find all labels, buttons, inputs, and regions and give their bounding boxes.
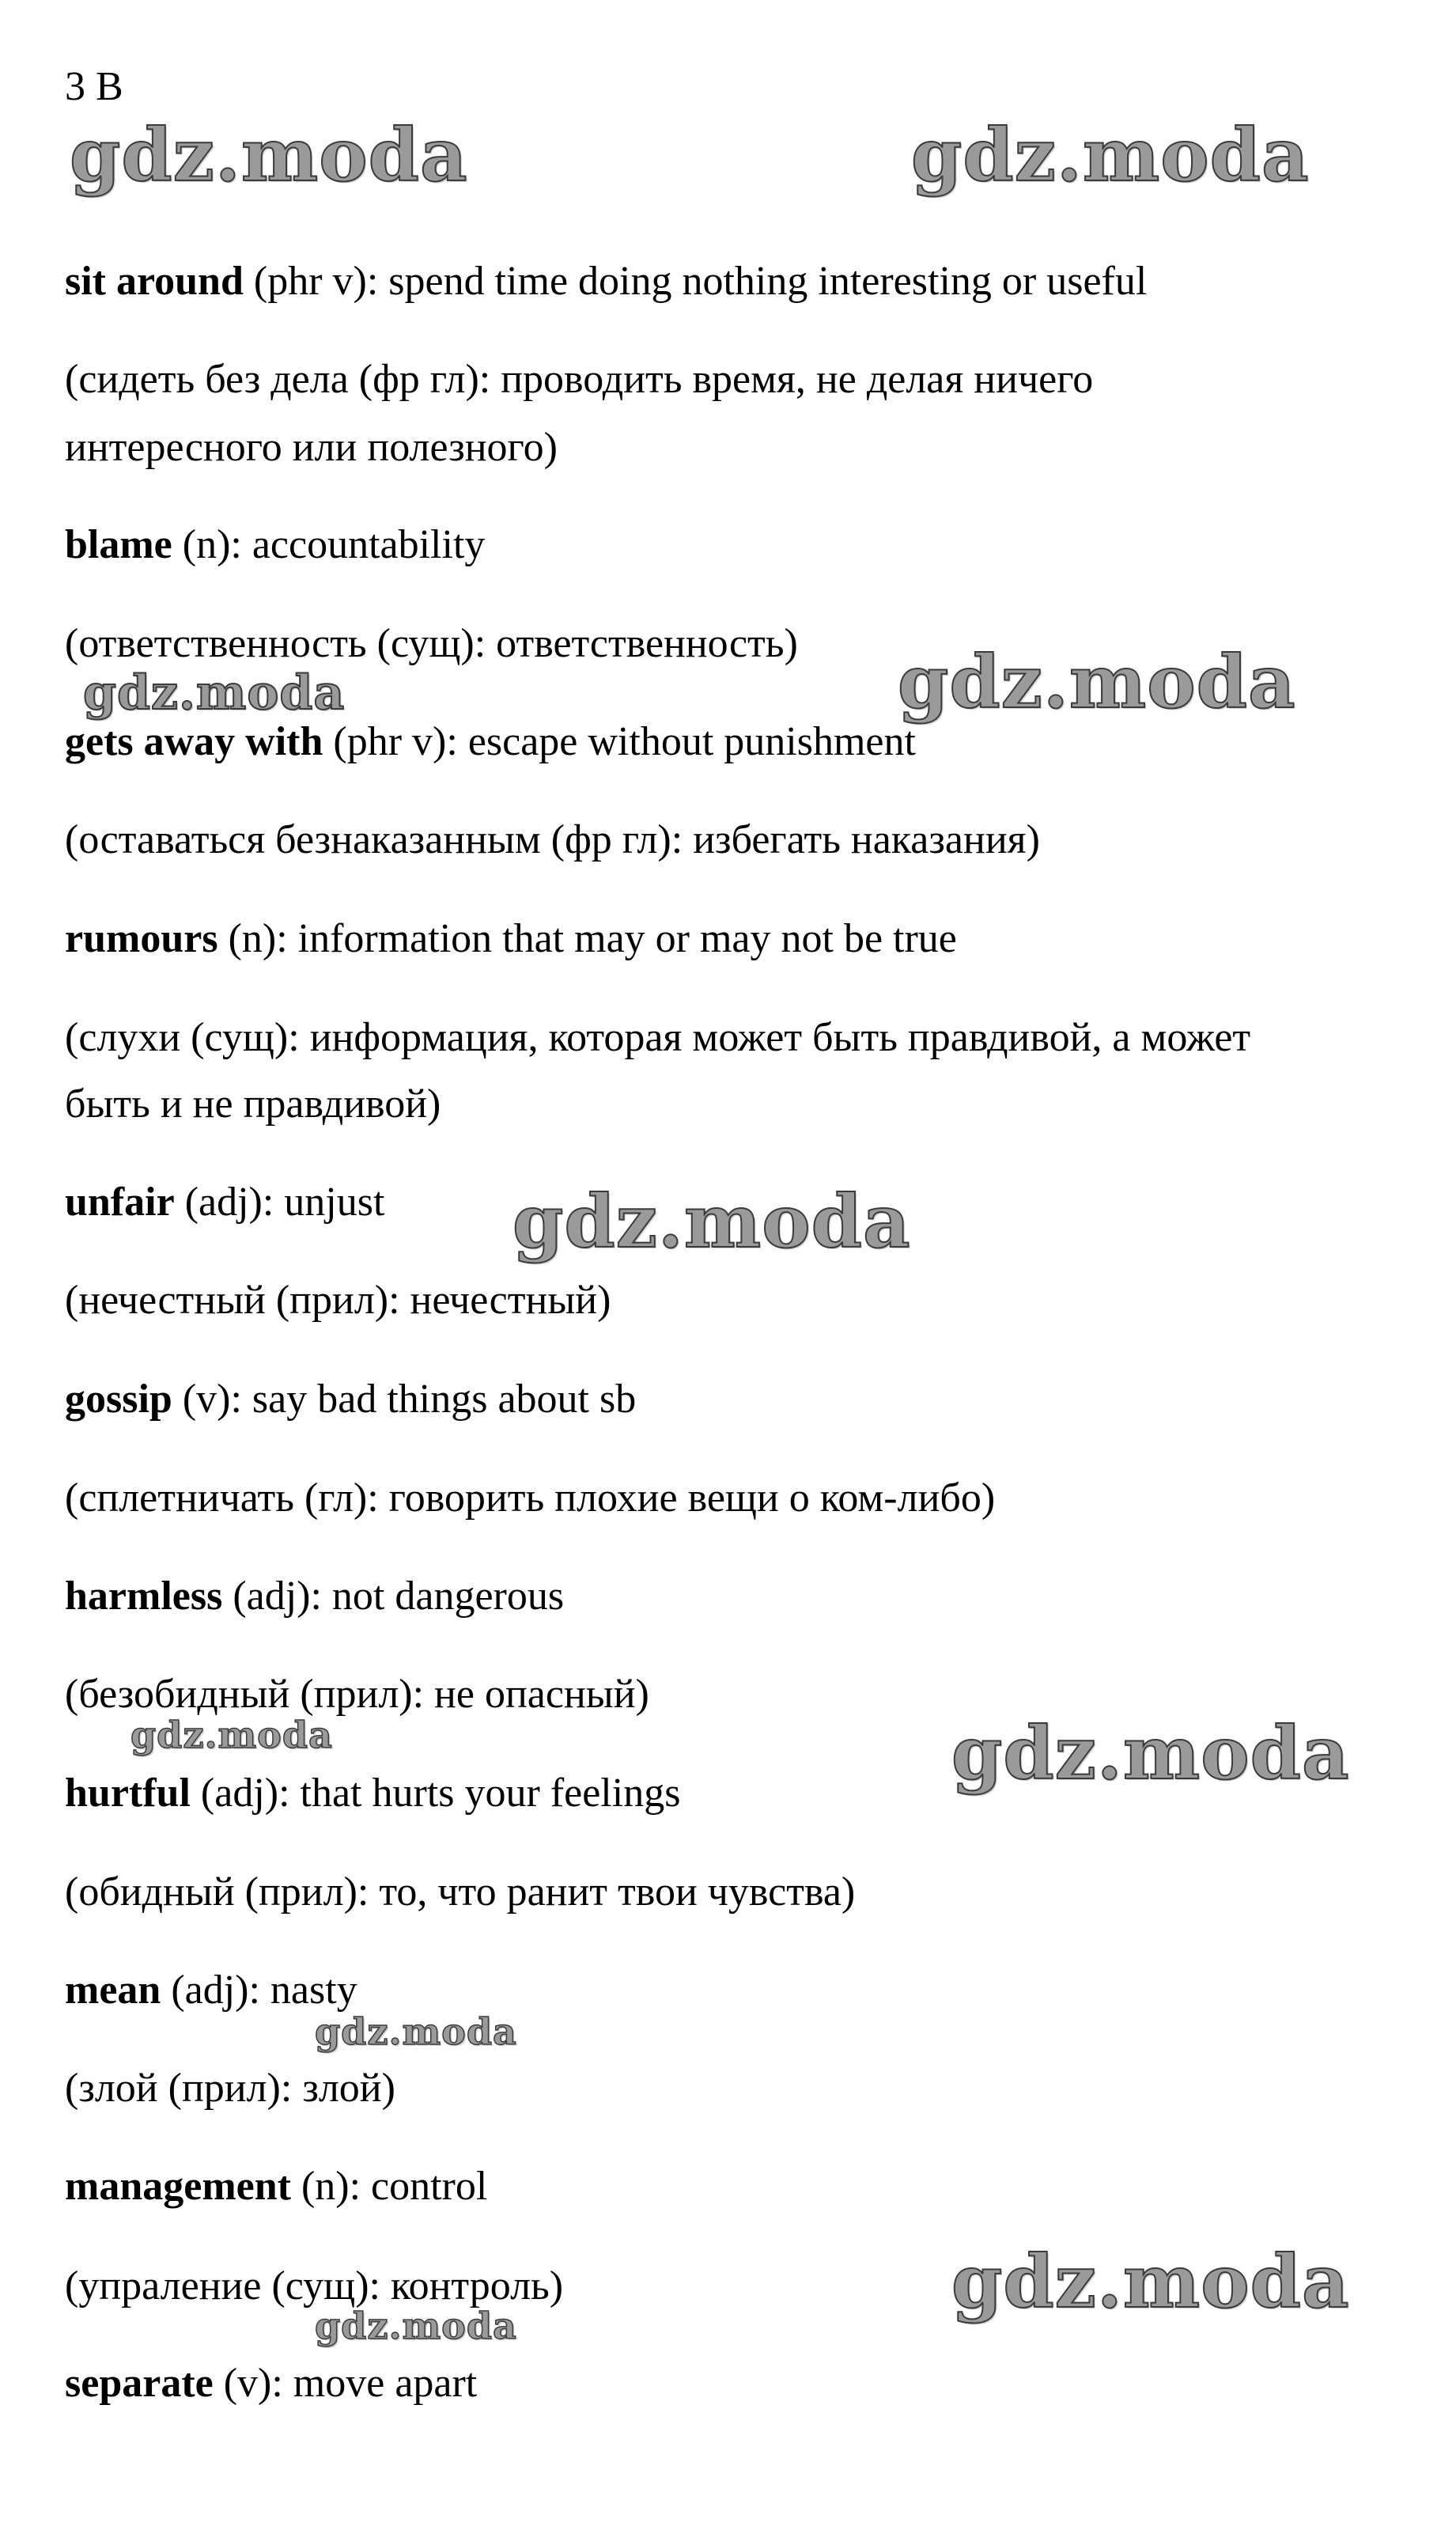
entry-line — [65, 2358, 477, 2409]
entry-line — [65, 520, 485, 570]
entry-line — [65, 1965, 357, 2016]
entry-term: harmless — [65, 1574, 223, 1619]
entry-line — [65, 1571, 564, 1622]
translation-line: (нечестный (прил): нечестный) — [65, 1278, 611, 1323]
entry-definition: (adj): unjust — [174, 1180, 385, 1225]
translation-line: (сплетничать (гл): говорить плохие вещи о ком-либо) — [65, 1475, 996, 1521]
entry-term: hurtful — [65, 1771, 191, 1816]
entry-line — [65, 1374, 636, 1425]
entry-definition: (adj): not dangerous — [222, 1574, 565, 1619]
translation-line: быть и не правдивой) — [65, 1081, 441, 1127]
translation-line: (оставаться безнаказанным (фр гл): избегать наказания) — [65, 817, 1040, 862]
watermark: gdz.moda — [911, 112, 1310, 198]
translation-line: (злой (прил): злой) — [65, 2066, 395, 2111]
entry-definition: (n): accountability — [172, 522, 486, 567]
watermark: gdz.moda — [315, 2010, 517, 2053]
entry-term: blame — [65, 522, 172, 567]
watermark: gdz.moda — [70, 112, 468, 198]
entry-term: management — [65, 2164, 291, 2209]
entry-term: rumours — [65, 916, 218, 961]
page-heading: 3 B — [65, 64, 123, 109]
entry-line — [65, 256, 1147, 307]
entry-definition: (adj): nasty — [161, 1968, 357, 2013]
entry-definition: (n): information that may or may not be true — [217, 916, 957, 961]
watermark: gdz.moda — [512, 1179, 911, 1264]
entry-definition: (phr v): spend time doing nothing interesting or useful — [243, 259, 1148, 304]
entry-term: unfair — [65, 1180, 175, 1225]
watermark: gdz.moda — [898, 639, 1296, 725]
watermark: gdz.moda — [130, 1714, 333, 1756]
watermark: gdz.moda — [315, 2305, 517, 2347]
entry-definition: (n): control — [290, 2164, 488, 2209]
translation-line: (ответственность (сущ): ответственность) — [65, 621, 798, 666]
entry-definition: (v): move apart — [213, 2361, 478, 2406]
watermark: gdz.moda — [951, 2239, 1350, 2324]
entry-line — [65, 2161, 487, 2212]
entry-line — [65, 1768, 680, 1819]
entry-term: separate — [65, 2361, 214, 2406]
watermark: gdz.moda — [951, 1710, 1350, 1796]
translation-line: (упраление (сущ): контроль) — [65, 2263, 564, 2308]
entry-term: sit around — [65, 259, 244, 304]
entry-line — [65, 717, 916, 767]
entry-definition: (adj): that hurts your feelings — [190, 1771, 681, 1816]
translation-line: (безобидный (прил): не опасный) — [65, 1672, 649, 1717]
entry-term: gets away with — [65, 719, 323, 764]
entry-term: mean — [65, 1968, 161, 2013]
translation-line: (слухи (сущ): информация, которая может быть правдивой, а может — [65, 1015, 1251, 1060]
entry-line — [65, 914, 957, 964]
translation-line: (сидеть без дела (фр гл): проводить время, не делая ничего — [65, 357, 1094, 402]
watermark: gdz.moda — [83, 665, 346, 721]
entry-definition: (v): say bad things about sb — [172, 1377, 637, 1422]
entry-definition: (phr v): escape without punishment — [323, 719, 916, 764]
translation-line: (обидный (прил): то, что ранит твои чувства) — [65, 1869, 856, 1915]
entry-line — [65, 1177, 384, 1228]
translation-line: интересного или полезного) — [65, 425, 558, 470]
entry-term: gossip — [65, 1377, 172, 1422]
